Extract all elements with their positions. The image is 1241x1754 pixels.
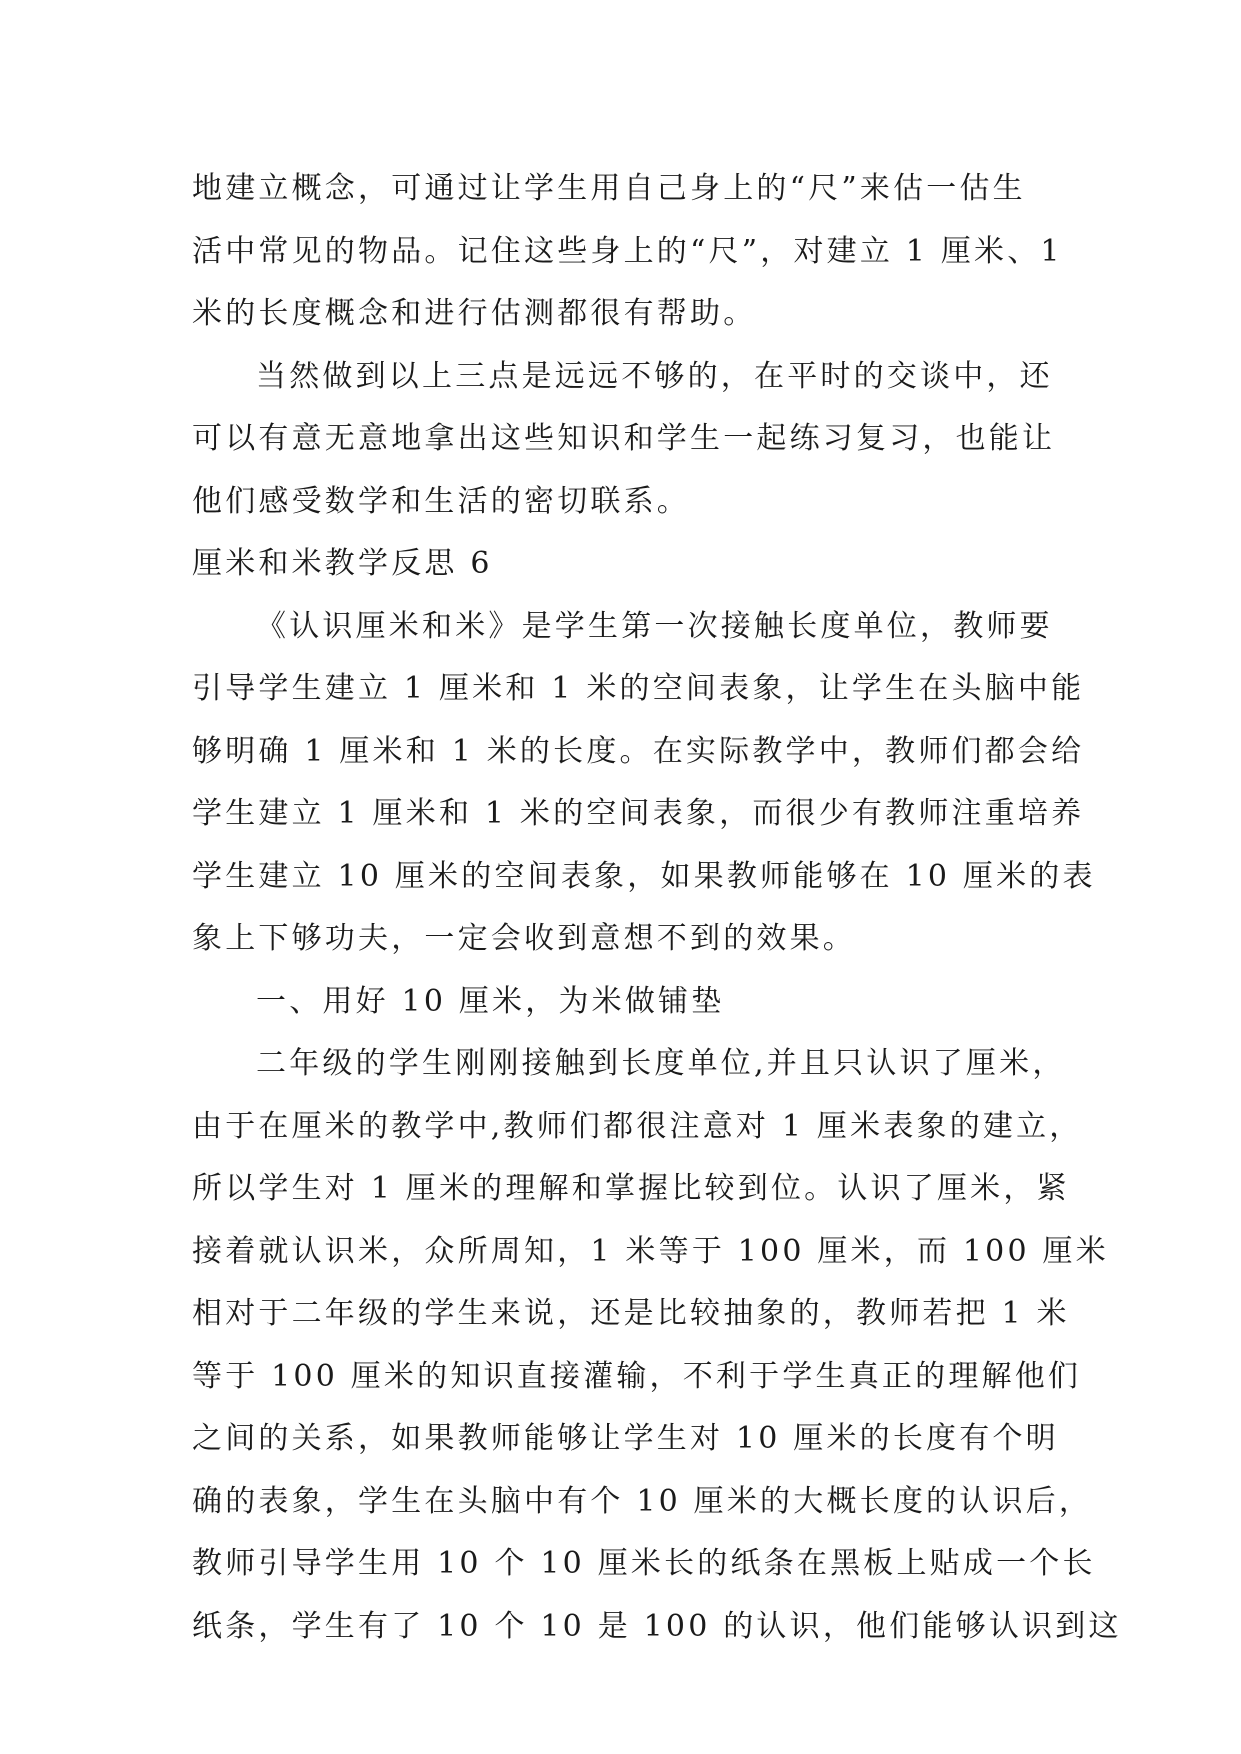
body-line: 地建立概念，可通过让学生用自己身上的“尺”来估一估生	[192, 171, 1026, 206]
body-line: 之间的关系，如果教师能够让学生对 10 厘米的长度有个明	[192, 1421, 1059, 1456]
body-line: 米的长度概念和进行估测都很有帮助。	[192, 296, 757, 331]
subsection-heading: 一、用好 10 厘米，为米做铺垫	[256, 983, 725, 1019]
body-line: 够明确 1 厘米和 1 米的长度。在实际教学中，教师们都会给	[192, 733, 1085, 769]
body-line: 可以有意无意地拿出这些知识和学生一起练习复习，也能让	[192, 421, 1056, 456]
body-line: 活中常见的物品。记住这些身上的“尺”，对建立 1 厘米、1	[192, 233, 1063, 269]
body-line: 引导学生建立 1 厘米和 1 米的空间表象，让学生在头脑中能	[192, 671, 1085, 706]
body-line: 教师引导学生用 10 个 10 厘米长的纸条在黑板上贴成一个长	[192, 1546, 1096, 1581]
body-line: 学生建立 1 厘米和 1 米的空间表象，而很少有教师注重培养	[192, 796, 1085, 831]
body-line: 学生建立 10 厘米的空间表象，如果教师能够在 10 厘米的表	[192, 858, 1096, 894]
body-line: 所以学生对 1 厘米的理解和掌握比较到位。认识了厘米，紧	[192, 1171, 1070, 1206]
section-heading: 厘米和米教学反思 6	[192, 546, 493, 581]
body-line: 他们感受数学和生活的密切联系。	[192, 483, 690, 519]
body-line: 纸条，学生有了 10 个 10 是 100 的认识，他们能够认识到这	[192, 1608, 1122, 1644]
paragraph-start-line: 《认识厘米和米》是学生第一次接触长度单位，教师要	[256, 608, 1053, 644]
body-line: 等于 100 厘米的知识直接灌输，不利于学生真正的理解他们	[192, 1358, 1082, 1394]
body-line: 接着就认识米，众所周知，1 米等于 100 厘米，而 100 厘米	[192, 1233, 1109, 1269]
body-line: 确的表象，学生在头脑中有个 10 厘米的大概长度的认识后，	[192, 1483, 1093, 1519]
paragraph-start-line: 当然做到以上三点是远远不够的，在平时的交谈中，还	[256, 358, 1053, 394]
document-body	[192, 158, 1122, 1658]
body-line: 由于在厘米的教学中,教师们都很注意对 1 厘米表象的建立，	[192, 1108, 1083, 1144]
paragraph-start-line: 二年级的学生刚刚接触到长度单位,并且只认识了厘米，	[256, 1046, 1066, 1081]
body-line: 象上下够功夫，一定会收到意想不到的效果。	[192, 921, 856, 956]
body-line: 相对于二年级的学生来说，还是比较抽象的，教师若把 1 米	[192, 1296, 1070, 1331]
